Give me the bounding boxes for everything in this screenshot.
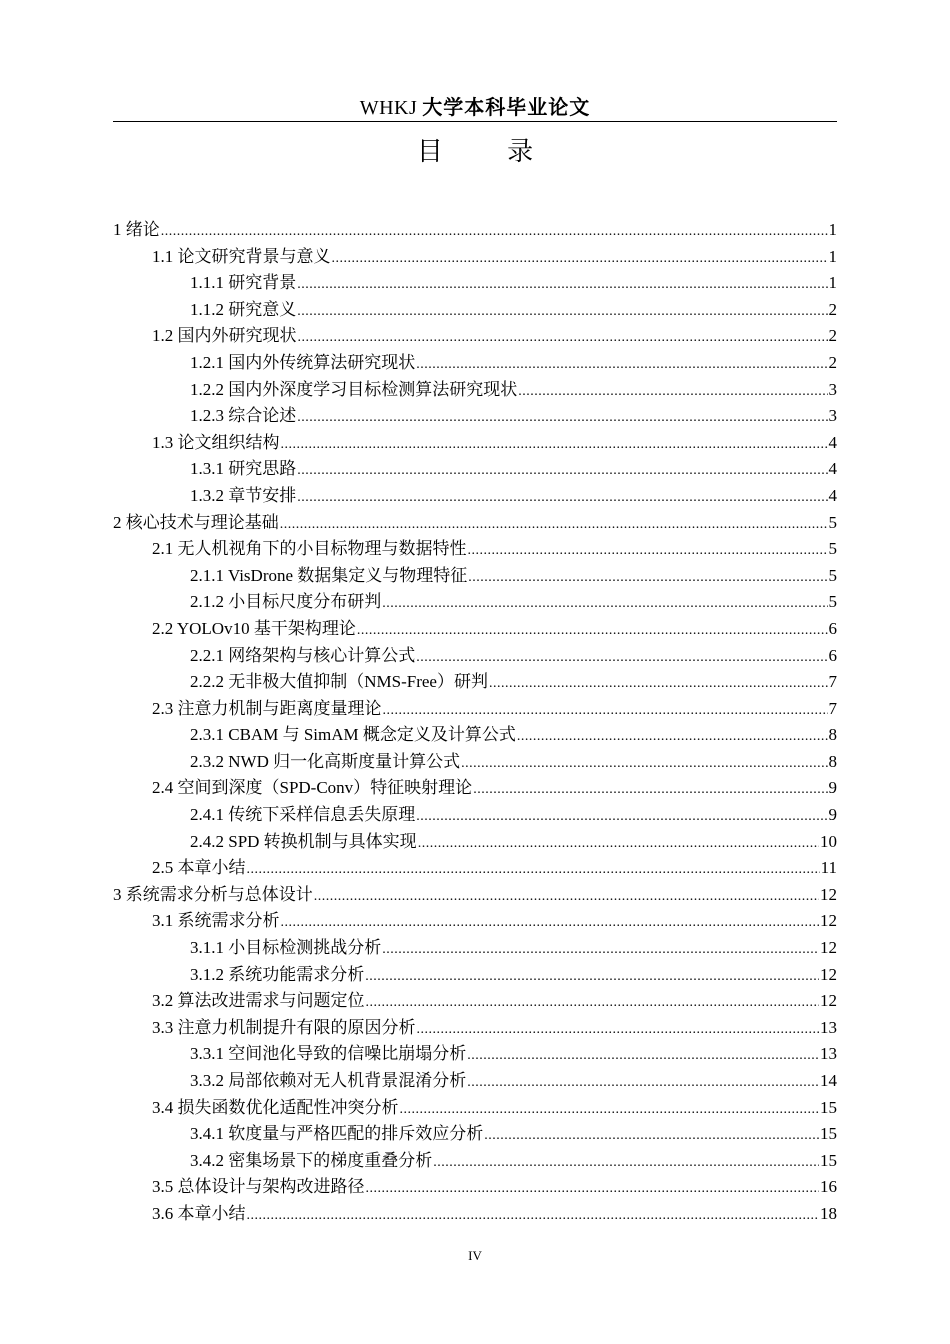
toc-entry-page: 14 xyxy=(820,1071,837,1090)
toc-entry-page: 5 xyxy=(828,539,837,559)
toc-entry-page: 6 xyxy=(828,645,837,665)
toc-entry[interactable] xyxy=(113,616,837,643)
toc-leader-dots xyxy=(416,352,827,379)
toc-leader-dots xyxy=(417,1017,820,1044)
toc-leader-dots xyxy=(281,910,820,937)
toc-entry[interactable] xyxy=(113,377,837,404)
toc-entry-label: 2.3 注意力机制与距离度量理论 xyxy=(152,698,382,718)
toc-leader-dots xyxy=(332,246,828,273)
toc-leader-dots xyxy=(357,618,828,645)
toc-entry[interactable] xyxy=(113,935,837,962)
toc-leader-dots xyxy=(484,1123,819,1150)
toc-entry[interactable] xyxy=(113,669,837,696)
toc-entry[interactable] xyxy=(113,775,837,802)
toc-entry-page: 5 xyxy=(828,592,837,612)
toc-entry[interactable] xyxy=(113,456,837,483)
toc-entry[interactable] xyxy=(113,536,837,563)
toc-entry[interactable] xyxy=(113,350,837,377)
toc-leader-dots xyxy=(297,299,827,326)
toc-entry-label: 3.3.1 空间池化导致的信噪比崩塌分析 xyxy=(190,1044,467,1064)
toc-entry-label: 2.1.2 小目标尺度分布研判 xyxy=(190,592,382,612)
toc-entry-label: 3.1.2 系统功能需求分析 xyxy=(190,964,365,984)
toc-entry[interactable] xyxy=(113,589,837,616)
toc-entry-label: 2.4.1 传统下采样信息丢失原理 xyxy=(190,805,416,825)
toc-entry-page: 8 xyxy=(828,751,837,771)
toc-entry-label: 3.6 本章小结 xyxy=(152,1203,246,1223)
toc-entry-page: 16 xyxy=(820,1177,837,1197)
toc-entry-page: 6 xyxy=(828,618,837,638)
toc-entry-page: 18 xyxy=(820,1203,837,1223)
toc-entry[interactable] xyxy=(113,217,837,244)
page-header xyxy=(113,92,837,122)
toc-entry-page: 13 xyxy=(820,1017,837,1037)
toc-leader-dots xyxy=(416,645,827,672)
toc-entry-page: 9 xyxy=(828,805,837,825)
toc-leader-dots xyxy=(383,698,828,725)
toc-entry-label: 3.3.2 局部依赖对无人机背景混淆分析 xyxy=(190,1071,467,1090)
toc-entry-page: 12 xyxy=(820,964,837,984)
toc-entry[interactable] xyxy=(113,855,837,882)
toc-entry[interactable] xyxy=(113,749,837,776)
toc-entry[interactable] xyxy=(113,962,837,989)
toc-leader-dots xyxy=(473,777,827,804)
toc-entry[interactable] xyxy=(113,483,837,510)
toc-entry[interactable] xyxy=(113,829,837,856)
toc-entry-label: 1.3 论文组织结构 xyxy=(152,432,280,452)
toc-entry-label: 3 系统需求分析与总体设计 xyxy=(113,884,313,904)
toc-entry-page: 12 xyxy=(820,991,837,1011)
toc-entry[interactable] xyxy=(113,882,837,909)
toc-entry-label: 3.1.1 小目标检测挑战分析 xyxy=(190,938,382,958)
toc-entry-page: 7 xyxy=(828,698,837,718)
toc-entry[interactable] xyxy=(113,403,837,430)
toc-entry-page: 1 xyxy=(828,220,837,239)
toc-entry-label: 2.4 空间到深度（SPD-Conv）特征映射理论 xyxy=(152,778,473,798)
toc-entry-label: 1 绪论 xyxy=(113,220,160,239)
toc-entry[interactable] xyxy=(113,1201,837,1228)
toc-entry-page: 9 xyxy=(828,778,837,798)
toc-entry-label: 2.5 本章小结 xyxy=(152,858,246,878)
toc-entry-page: 7 xyxy=(828,672,837,692)
toc-leader-dots xyxy=(433,1150,819,1177)
toc-entry-label: 1.3.1 研究思路 xyxy=(190,459,297,479)
toc-entry[interactable] xyxy=(113,1148,837,1175)
header-prefix: WHKJ xyxy=(359,97,418,119)
toc-entry-label: 1.2.3 综合论述 xyxy=(190,406,297,426)
toc-entry-label: 3.4 损失函数优化适配性冲突分析 xyxy=(152,1097,399,1117)
toc-entry-label: 3.5 总体设计与架构改进路径 xyxy=(152,1177,365,1197)
toc-entry[interactable] xyxy=(113,1041,837,1068)
toc-leader-dots xyxy=(517,724,828,751)
toc-leader-dots xyxy=(297,405,827,432)
toc-entry-page: 4 xyxy=(828,459,837,479)
toc-entry-page: 2 xyxy=(828,326,837,346)
toc-entry[interactable] xyxy=(113,643,837,670)
toc-leader-dots xyxy=(382,937,819,964)
toc-leader-dots xyxy=(247,1203,820,1230)
toc-entry-page: 15 xyxy=(820,1124,837,1144)
toc-entry-page: 4 xyxy=(828,485,837,505)
toc-entry-label: 3.3 注意力机制提升有限的原因分析 xyxy=(152,1017,416,1037)
toc-entry-label: 2.3.1 CBAM 与 SimAM 概念定义及计算公式 xyxy=(190,725,516,745)
toc-entry-label: 3.2 算法改进需求与问题定位 xyxy=(152,991,365,1011)
toc-entry-page: 12 xyxy=(820,911,837,931)
toc-leader-dots xyxy=(314,884,819,911)
toc-entry-page: 15 xyxy=(820,1150,837,1170)
toc-leader-dots xyxy=(400,1097,820,1124)
toc-entry-page: 13 xyxy=(820,1044,837,1064)
toc-entry-page: 15 xyxy=(820,1097,837,1117)
toc-leader-dots xyxy=(518,379,827,406)
toc-entry-label: 2 核心技术与理论基础 xyxy=(113,512,279,532)
toc-leader-dots xyxy=(467,1043,819,1070)
toc-entry[interactable] xyxy=(113,988,837,1015)
toc-leader-dots xyxy=(418,831,819,858)
toc-leader-dots xyxy=(281,432,828,459)
toc-title: 目 录 xyxy=(416,137,562,167)
toc-leader-dots xyxy=(280,512,828,539)
toc-leader-dots xyxy=(468,565,827,592)
table-of-contents xyxy=(113,217,837,1228)
toc-entry[interactable] xyxy=(113,802,837,829)
toc-entry-page: 10 xyxy=(820,831,837,851)
toc-entry[interactable] xyxy=(113,722,837,749)
toc-entry-page: 3 xyxy=(828,379,837,399)
toc-leader-dots xyxy=(382,591,827,618)
toc-entry-page: 2 xyxy=(828,352,837,372)
toc-entry-page: 2 xyxy=(828,299,837,319)
toc-entry-label: 2.2.1 网络架构与核心计算公式 xyxy=(190,645,416,665)
toc-entry[interactable] xyxy=(113,1174,837,1201)
toc-leader-dots xyxy=(365,964,819,991)
toc-leader-dots xyxy=(366,1176,820,1203)
header-title: 大学本科毕业论文 xyxy=(422,95,591,119)
toc-entry-page: 1 xyxy=(828,246,837,266)
toc-entry-label: 1.1.2 研究意义 xyxy=(190,299,297,319)
toc-leader-dots xyxy=(366,990,820,1017)
toc-entry[interactable] xyxy=(113,510,837,537)
toc-entry[interactable] xyxy=(113,1121,837,1148)
toc-entry[interactable] xyxy=(113,563,837,590)
toc-entry-label: 1.2 国内外研究现状 xyxy=(152,326,297,346)
toc-leader-dots xyxy=(468,538,828,565)
toc-entry-page: 5 xyxy=(828,565,837,585)
toc-entry-label: 2.2 YOLOv10 基干架构理论 xyxy=(152,618,356,638)
toc-entry[interactable] xyxy=(113,270,837,297)
toc-entry-page: 12 xyxy=(820,884,837,904)
toc-entry[interactable] xyxy=(113,1015,837,1042)
toc-leader-dots xyxy=(298,325,828,352)
toc-entry[interactable] xyxy=(113,297,837,324)
toc-entry[interactable] xyxy=(113,244,837,271)
page-number: IV xyxy=(468,1248,482,1263)
toc-leader-dots xyxy=(461,751,827,778)
toc-leader-dots xyxy=(247,857,820,884)
toc-entry-page: 8 xyxy=(828,725,837,745)
toc-entry-label: 1.1 论文研究背景与意义 xyxy=(152,246,331,266)
toc-leader-dots xyxy=(297,485,827,512)
toc-entry-label: 2.4.2 SPD 转换机制与具体实现 xyxy=(190,831,417,851)
toc-leader-dots xyxy=(297,458,827,485)
toc-entry-page: 11 xyxy=(820,858,837,878)
toc-entry[interactable] xyxy=(113,908,837,935)
toc-entry-label: 3.4.1 软度量与严格匹配的排斥效应分析 xyxy=(190,1124,484,1144)
toc-entry[interactable] xyxy=(113,696,837,723)
toc-entry-page: 3 xyxy=(828,406,837,426)
toc-entry-label: 1.2.1 国内外传统算法研究现状 xyxy=(190,352,416,372)
toc-entry-label: 3.1 系统需求分析 xyxy=(152,911,280,931)
toc-entry-label: 2.1.1 VisDrone 数据集定义与物理特征 xyxy=(190,565,468,585)
toc-entry[interactable] xyxy=(113,323,837,350)
toc-entry-label: 2.1 无人机视角下的小目标物理与数据特性 xyxy=(152,539,467,559)
toc-entry[interactable] xyxy=(113,430,837,457)
toc-entry[interactable] xyxy=(113,1095,837,1122)
toc-entry-label: 2.2.2 无非极大值抑制（NMS-Free）研判 xyxy=(190,672,488,692)
toc-entry-page: 4 xyxy=(828,432,837,452)
toc-leader-dots xyxy=(467,1070,819,1097)
toc-entry-page: 12 xyxy=(820,938,837,958)
toc-entry-label: 1.1.1 研究背景 xyxy=(190,273,297,293)
toc-entry-label: 1.2.2 国内外深度学习目标检测算法研究现状 xyxy=(190,379,518,399)
toc-leader-dots xyxy=(416,804,827,831)
toc-entry-page: 1 xyxy=(828,273,837,293)
toc-leader-dots xyxy=(297,272,827,299)
toc-entry-label: 1.3.2 章节安排 xyxy=(190,485,297,505)
toc-entry-label: 3.4.2 密集场景下的梯度重叠分析 xyxy=(190,1150,433,1170)
toc-entry-page: 5 xyxy=(828,512,837,532)
toc-entry[interactable] xyxy=(113,1068,837,1095)
toc-leader-dots xyxy=(161,219,828,246)
toc-leader-dots xyxy=(489,671,828,698)
toc-entry-label: 2.3.2 NWD 归一化高斯度量计算公式 xyxy=(190,751,461,771)
